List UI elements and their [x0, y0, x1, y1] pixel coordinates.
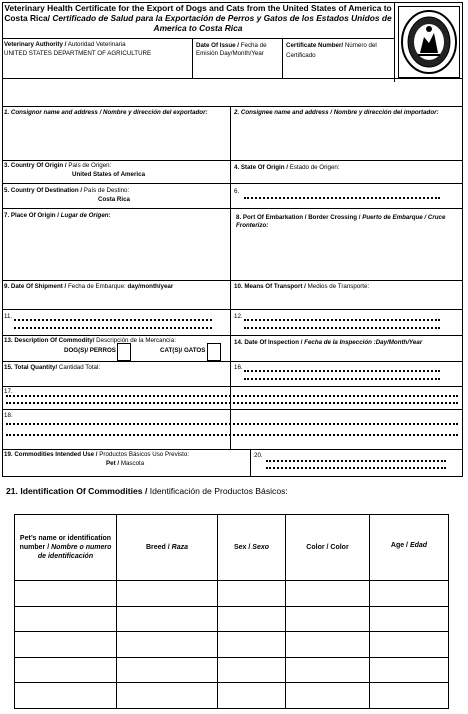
f15-es: Cantidad Total: [58, 364, 101, 371]
field-20-label: 20. [254, 452, 263, 459]
row19-bottom [2, 476, 463, 477]
row18-bottom [2, 449, 463, 450]
country-destination-value: Costa Rica [98, 196, 130, 203]
table-cell[interactable] [15, 683, 117, 709]
intended-use-label [4, 451, 189, 459]
row7-bottom [2, 280, 463, 281]
cert-number-en: Certificate Number/ [286, 42, 344, 49]
consignor-label: 1. Consignor name and address / Nombre y dirección del exportador: [4, 109, 208, 116]
table-cell[interactable] [15, 632, 117, 658]
certificate-number-label [286, 41, 390, 61]
f15-en: 15. Total Quantity/ [4, 364, 58, 371]
table-row [15, 606, 449, 632]
f4-es: Estado de Origen: [289, 164, 340, 171]
sec21-en: 21. Identification Of Commodities / [6, 486, 148, 496]
f13-en: 13. Description Of Commodity/ [4, 337, 95, 344]
country-origin-label [4, 162, 111, 170]
col5-es: Edad [409, 542, 428, 549]
f19-value-en: Pet / [106, 460, 120, 467]
table-cell[interactable] [117, 632, 218, 658]
date-issue-es: Fecha de Emisión Day/Month/Year [196, 42, 267, 57]
identification-commodities-heading [6, 486, 288, 496]
header-sep-3 [394, 2, 395, 82]
f3-en: 3. Country Of Origin / [4, 162, 67, 169]
table-cell[interactable] [286, 632, 370, 658]
table-cell[interactable] [218, 657, 286, 683]
consignee-label: 2. Consignee name and address / Nombre y dirección del importador: [234, 109, 439, 116]
row3-bottom [2, 183, 463, 184]
veterinary-authority-label [4, 41, 126, 49]
identification-table [14, 514, 449, 709]
row17-bottom [2, 409, 463, 410]
f14-en: 14. Date Of Inspection / [234, 339, 303, 346]
f13-es: Descripción de la Mercancía: [96, 337, 176, 344]
f9-suffix: day/month/year [127, 283, 174, 290]
row5-bottom [2, 208, 463, 209]
field-17-line-2 [6, 401, 458, 404]
table-cell[interactable] [117, 683, 218, 709]
f10-en: 10. Means Of Transport / [234, 283, 306, 290]
dogs-option-label: DOG(S)/ PERROS [64, 347, 116, 354]
intended-use-value [106, 460, 144, 468]
field-16-line-2 [244, 377, 440, 380]
description-commodity-label [4, 337, 176, 345]
field-12-label: 12. [234, 313, 243, 320]
dogs-checkbox[interactable] [117, 343, 131, 361]
table-row [15, 632, 449, 658]
f3-es: País de Origen: [68, 162, 112, 169]
table-cell[interactable] [15, 581, 117, 607]
col4-label: Color / Color [306, 544, 349, 551]
f5-en: 5. Country Of Destination / [4, 187, 83, 194]
title-english: Veterinary Health Certificate for the Export of Dogs and Cats from the United States of America to Costa Rica/ [4, 3, 392, 23]
field-11-line-1 [14, 318, 212, 321]
field-18-label: 18. [4, 412, 13, 419]
table-cell[interactable] [218, 632, 286, 658]
table-cell[interactable] [218, 683, 286, 709]
country-origin-value: United States of America [72, 171, 146, 178]
table-header-row [15, 515, 449, 581]
field-16-label: 16. [234, 364, 243, 371]
table-row [15, 657, 449, 683]
title-spanish: Certificado de Salud para la Exportación de Perros y Gatos de los Estados Unidos de America to Costa Rica [52, 13, 392, 33]
date-issue-en: Date Of Issue / [196, 42, 239, 49]
table-cell[interactable] [117, 657, 218, 683]
row9-bottom [2, 309, 463, 310]
cats-checkbox[interactable] [207, 343, 221, 361]
table-cell[interactable] [117, 606, 218, 632]
f19-value-es: Mascota [120, 460, 145, 467]
col1-es: Nombre o numero de identificación [37, 544, 112, 560]
authority-label-en: Veterinary Authority / [4, 41, 67, 48]
table-cell[interactable] [218, 606, 286, 632]
date-of-issue-label [196, 42, 280, 57]
field-18-line-1 [6, 422, 458, 425]
table-row [15, 683, 449, 709]
means-transport-label [234, 283, 369, 291]
table-cell[interactable] [286, 683, 370, 709]
frame-left [2, 2, 3, 476]
sec21-es: Identificación de Productos Básicos: [149, 486, 288, 496]
table-cell[interactable] [15, 606, 117, 632]
veterinary-authority-value: UNITED STATES DEPARTMENT OF AGRICULTURE [4, 50, 152, 57]
f9-es: Fecha de Embarque: [67, 283, 126, 290]
field-20-line-2 [266, 466, 446, 469]
table-cell[interactable] [15, 657, 117, 683]
f5-es: País de Destino: [83, 187, 130, 194]
usda-seal-icon [398, 6, 460, 78]
field-18-line-2 [6, 433, 458, 436]
table-cell[interactable] [370, 657, 449, 683]
col3-es: Sexo [252, 544, 270, 551]
row1-bottom [2, 160, 463, 161]
field-17-label: 17. [4, 388, 13, 395]
f8-en: 8. Port Of Embarkation / Border Crossing / [236, 214, 361, 221]
row13-bottom [2, 361, 463, 362]
row1-top [2, 106, 463, 107]
total-quantity-label [4, 364, 100, 372]
table-cell[interactable] [218, 581, 286, 607]
port-embarkation-label [236, 214, 450, 229]
col1-en: Pet’s name or identification number / [19, 535, 112, 551]
f19-es: Productos Básicos Uso Previsto: [99, 451, 190, 458]
f8-es: Puerto de Embarque / Cruce Fronterizo: [236, 214, 446, 229]
row11-bottom [2, 335, 463, 336]
field-11-line-2 [14, 326, 212, 329]
table-cell[interactable] [370, 606, 449, 632]
seal-graphic [400, 9, 458, 75]
table-cell[interactable] [286, 657, 370, 683]
f7-es: Lugar de Origen: [60, 212, 111, 219]
field-17-line-1 [6, 394, 458, 397]
f14-es: Fecha de la Inspección :Day/Month/Year [304, 339, 423, 346]
col2-es: Raza [171, 544, 189, 551]
table-cell[interactable] [286, 581, 370, 607]
country-destination-label [4, 187, 129, 195]
row19-divider [250, 449, 251, 476]
field-20-line-1 [266, 459, 446, 462]
field-11-label: 11. [4, 313, 13, 320]
header-divider [2, 38, 394, 39]
row15-bottom [2, 386, 463, 387]
col-sex-header [218, 515, 286, 581]
field-16-line-1 [244, 369, 440, 372]
cert-number-es: Número del Certificado [286, 42, 377, 59]
col3-en: Sex / [233, 544, 251, 551]
certificate-title [4, 3, 392, 33]
field-12-line-2 [244, 326, 440, 329]
cats-option-label: CAT(S)/ GATOS [160, 347, 206, 354]
f4-en: 4. State Of Origin / [234, 164, 288, 171]
col5-en: Age / [390, 542, 409, 549]
date-shipment-label [4, 283, 173, 291]
f7-en: 7. Place Of Origin / [4, 212, 60, 219]
date-inspection-label [234, 339, 422, 347]
authority-label-es: Autoridad Veterinaria [67, 41, 126, 48]
header-bottom [2, 78, 463, 79]
col-breed-header [117, 515, 218, 581]
table-cell[interactable] [370, 683, 449, 709]
field-6-label: 6. [234, 188, 240, 195]
table-cell[interactable] [370, 632, 449, 658]
state-origin-label [234, 164, 340, 172]
col2-en: Breed / [145, 544, 170, 551]
col-color-header [286, 515, 370, 581]
f10-es: Medios de Transporte: [307, 283, 370, 290]
frame-right [462, 2, 463, 476]
center-divider [230, 106, 231, 450]
field-6-line [244, 196, 440, 199]
place-origin-label [4, 212, 111, 220]
col-age-header [370, 515, 449, 581]
f19-en: 19. Commodities Intended Use / [4, 451, 98, 458]
table-cell[interactable] [117, 581, 218, 607]
col-pet-name-header [15, 515, 117, 581]
f9-en: 9. Date Of Shipment / [4, 283, 67, 290]
table-cell[interactable] [370, 581, 449, 607]
header-sep-2 [282, 38, 283, 78]
header-sep-1 [192, 38, 193, 78]
field-12-line-1 [244, 318, 440, 321]
table-cell[interactable] [286, 606, 370, 632]
table-row [15, 581, 449, 607]
